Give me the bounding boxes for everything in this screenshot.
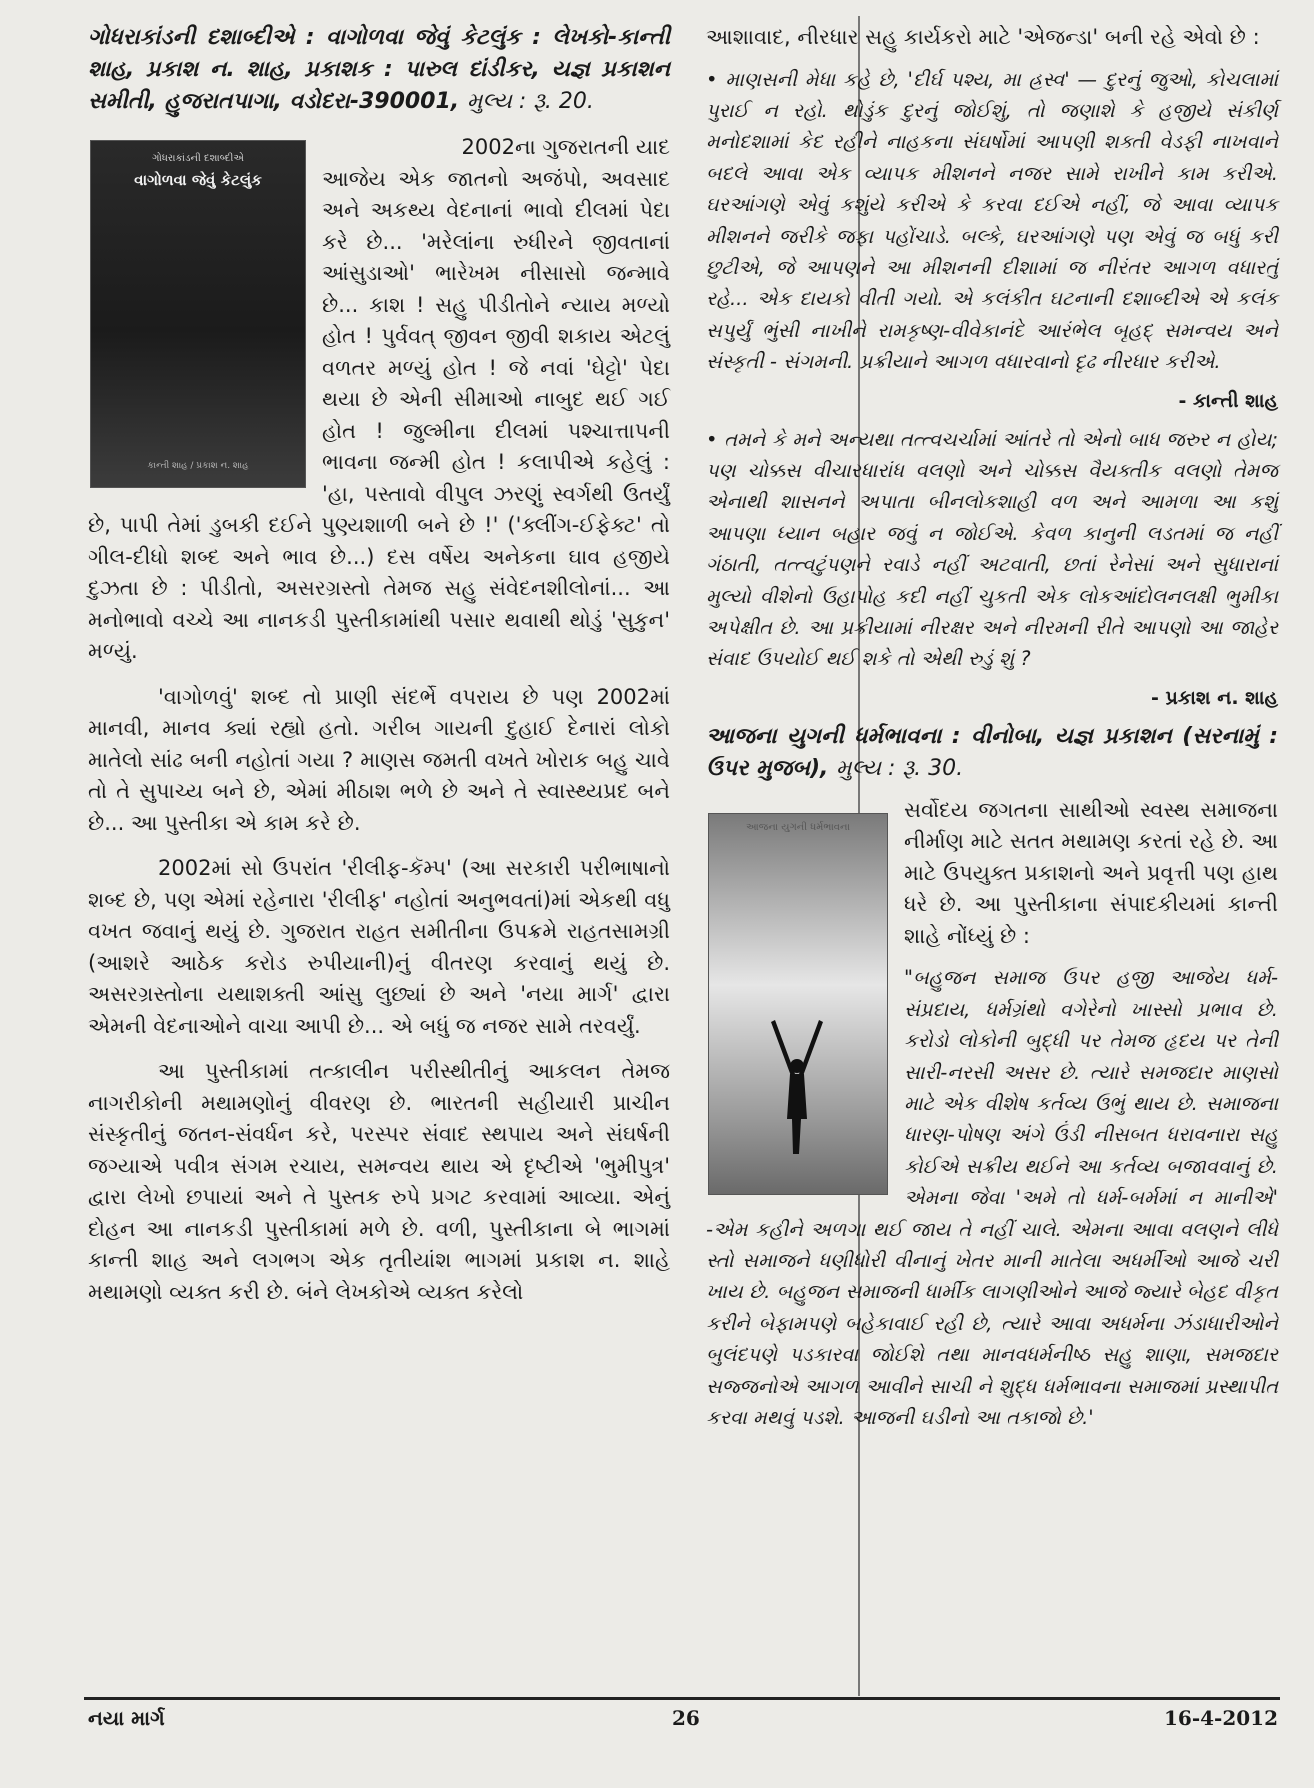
- page-number: 26: [672, 1706, 700, 1730]
- quote-prakash-shah: • તમને કે મને અન્યથા તત્ત્વચર્ચામાં આંતરે તો એનો બાધ જરુર ન હોય; પણ ચોક્કસ વીચારધારાંધ વલણો અને ચોક્કસ વૈયક્તીક વલણો તેમજ એનાથી શાસનને અપાતા બીનલોકશાહી વળ અને આમળા આ કશું આપણા ધ્યાન બહાર જવું ન જોઈએ. કેવળ કાનુની લડતમાં જ નહીં ગંઠાતી, તત્ત્વટુંપણને રવાડે નહીં અટવાતી, છતાં રેનેસાં અને સુધારાનાં મુલ્યો વીશેનો ઉહાપોહ કદી નહીં ચુકતી એક લોકઆંદોલનલક્ષી ભુમીકા અપેક્ષીત છે. આ પ્રક્રીયામાં નીરક્ષર અને નીરમની રીતે આપણો આ જાહેર સંવાદ ઉપયોઈ થઈ શકે તો એથી રુડું શું ?: [706, 427, 1278, 671]
- page-footer: [88, 1706, 1278, 1736]
- left-column: [88, 22, 670, 1308]
- right-column: [706, 22, 1278, 1433]
- raised-arms-figure-icon: [757, 1014, 837, 1164]
- issue-date: 16-4-2012: [1163, 1706, 1278, 1730]
- book-cover-1-title: વાગોળવા જેવું કેટલુંક: [134, 171, 262, 189]
- review-2: [706, 795, 1278, 1434]
- book-heading-1: [88, 22, 670, 118]
- signature-kanti-shah: - કાન્તી શાહ: [1178, 389, 1278, 412]
- review-2-quote: "બહુજન સમાજ ઉપર હજી આજેય ધર્મ-સંપ્રદાય, ધર્મગ્રંથો વગેરેનો ખાસ્સો પ્રભાવ છે. કરોડો લોકોની બુદ્ધી પર તેમજ હૃદય પર તેની સારી-નરસી અસર છે. ત્યારે સમજદાર માણસો માટે એક વીશેષ કર્તવ્ય ઉભું થાય છે. સમાજના ધારણ-પોષણ અંગે ઉંડી નીસબત ધરાવનારા સહુ કોઈએ સક્રીય થઈને આ કર્તવ્ય બજાવવાનું છે. એમના જેવા 'અમે તો ધર્મ-બર્મમાં ન માનીએ' -એમ કહીને અળગા થઈ જાય તે નહીં ચાલે. એમના આવા વલણને લીધે સ્તો સમાજને ધણીધોરી વીનાનું ખેતર માની માતેલા અધર્મીઓ આજે ચરી ખાય છે. બહુજન સમાજની ધાર્મીક લાગણીઓને આજે જ્યારે બેહદ વીકૃત કરીને બેફામપણે બહેકાવાઈ રહી છે, ત્યારે આવા અધર્મના ઝંડાધારીઓને બુલંદપણે પડકારવા જોઈશે તથા માનવધર્મનીષ્ઠ સહુ શાણા, સમજદાર સજ્જનોએ આગળ આવીને સાચી ને શુદ્ધ ધર્મભાવના સમાજમાં પ્રસ્થાપીત કરવા મથવું પડશે. આજની ઘડીનો આ તકાજો છે.': [706, 966, 1278, 1429]
- book-cover-2: [708, 813, 888, 1195]
- review-1: [88, 132, 670, 1308]
- review-1-para-3: 2002માં સો ઉપરાંત 'રીલીફ-કૅમ્પ' (આ સરકારી પરીભાષાનો શબ્દ છે, પણ એમાં રહેનારા 'રીલીફ' નહોતાં અનુભવતાં)માં એકથી વધુ વખત જવાનું થયું છે. ગુજરાત રાહત સમીતીના ઉપક્રમે રાહતસામગ્રી (આશરે આઠેક કરોડ રુપીયાની)નું વીતરણ કરવાનું થયું છે. અસરગ્રસ્તોના યથાશક્તી આંસુ લુછ્યાં છે અને 'નયા માર્ગ' દ્વારા એમની વેદનાઓને વાચા આપી છે... એ બધું જ નજર સામે તરવર્યું.: [88, 856, 670, 1038]
- book-heading-2-price: મુલ્ય : રૂ. 30.: [836, 755, 964, 781]
- review-1-continuation: આશાવાદ, નીરધાર સહુ કાર્યકરો માટે 'એજન્ડા' બની રહે એવો છે :: [706, 25, 1260, 49]
- quote-kanti-shah: • માણસની મેધા કહે છે, 'દીર્ઘ પશ્ય, મા હ્રસ્વ' — દુરનું જુઓ, કોચલામાં પુરાઈ ન રહો. થોડુંક દુરનું જોઈશું, તો જણાશે કે હજીયે સંકીર્ણ મનોદશામાં કેદ રહીને નાહકના સંઘર્ષોમાં આપણી શક્તી વેડફી નાખવાને બદલે આવા એક વ્યાપક મીશનને નજર સામે રાખીને કામ કરીએ. ઘરઆંગણે એવું કશુંયે કરીએ કે કરવા દઈએ નહીં, જે આવા વ્યાપક મીશનને જરીકે જફા પહોંચાડે. બલ્કે, ઘરઆંગણે પણ એવું જ બધું કરી છુટીએ, જે આપણને આ મીશનની દીશામાં જ નીરંતર આગળ વધારતું રહે... એક દાયકો વીતી ગયો. એ કલંકીત ઘટનાની દશાબ્દીએ એ કલંક સપુર્યું ભુંસી નાખીને રામકૃષ્ણ-વીવેકાનંદે આરંભેલ બૃહદ્ સમન્વય અને સંસ્કૃતી - સંગમની. પ્રક્રીયાને આગળ વધારવાનો દૃઢ નીરધાર કરીએ.: [706, 67, 1278, 374]
- review-2-para-1: સર્વોદય જગતના સાથીઓ સ્વસ્થ સમાજના નીર્માણ માટે સતત મથામણ કરતાં રહે છે. આ માટે ઉપયુક્ત પ્રકાશનો અને પ્રવૃત્તી પણ હાથ ધરે છે. આ પુસ્તીકાના સંપાદકીયમાં કાન્તી શાહે નોંધ્યું છે :: [904, 797, 1278, 948]
- review-1-para-1-text: આજેય એક જાતનો અજંપો, અવસાદ અને અકથ્ય વેદનાનાં ભાવો દીલમાં પેદા કરે છે... 'મરેલાંના રુધીરને જીવતાનાં આંસુડાઓ' ભારેખમ નીસાસો જન્માવે છે... કાશ ! સહુ પીડીતોને ન્યાય મળ્યો હોત ! પુર્વવત્ જીવન જીવી શકાય એટલું વળતર મળ્યું હોત ! જે નવાં 'ઘેટ્ટો' પેદા થયા છે એની સીમાઓ નાબુદ થઈ ગઈ હોત ! જુલ્મીના દીલમાં પશ્ચાત્તાપની ભાવના જન્મી હોત ! કલાપીએ કહેલું : 'હા, પસ્તાવો વીપુલ ઝરણું સ્વર્ગથી ઉતર્યું છે, પાપી તેમાં ડુબકી દઈને પુણ્યશાળી બને છે !' ('ક્લીંગ-ઈફેક્ટ' તો ગીલ-દીધો શબ્દ અને ભાવ છે...) દસ વર્ષેય અનેકના ઘાવ હજીયે દુઝતા છે : પીડીતો, અસરગ્રસ્તો તેમજ સહુ સંવેદનશીલોનાં... આ મનોભાવો વચ્ચે આ નાનકડી પુસ્તીકામાંથી પસાર થવાથી થોડું 'સુકુન' મળ્યું.: [88, 166, 670, 663]
- review-1-para-4: આ પુસ્તીકામાં તત્કાલીન પરીસ્થીતીનું આકલન તેમજ નાગરીકોની મથામણોનું વીવરણ છે. ભારતની સહીયારી પ્રાચીન સંસ્કૃતીનું જતન-સંવર્ધન કરે, પરસ્પર સંવાદ સ્થપાય અને સંઘર્ષની જગ્યાએ પવીત્ર સંગમ રચાય, સમન્વય થાય એ દૃષ્ટીએ 'ભુમીપુત્ર' દ્વારા લેખો છપાયાં અને તે પુસ્તક રુપે પ્રગટ કરવામાં આવ્યા. એનું દોહન આ નાનકડી પુસ્તીકામાં મળે છે. વળી, પુસ્તીકાના બે ભાગમાં કાન્તી શાહ અને લગભગ એક તૃતીયાંશ ભાગમાં પ્રકાશ ન. શાહે મથામણો વ્યક્ત કરી છે. બંને લેખકોએ વ્યક્ત કરેલો: [88, 1059, 670, 1304]
- book-heading-1-price: મુલ્ય : રૂ. 20.: [466, 89, 594, 114]
- signature-prakash-shah: - પ્રકાશ ન. શાહ: [1151, 686, 1278, 709]
- book-heading-1-lead: ગોધરાકાંડની દશાબ્દીએ : વાગોળવા જેવું કેટલુંક : લેખકો-કાન્તી શાહ, પ્રકાશ ન. શાહ, પ્રકાશક : પારુલ દાંડીકર, યજ્ઞ પ્રકાશન સમીતી, હુજરાતપાગા, વડોદરા-390001,: [88, 25, 670, 114]
- review-1-para-2: 'વાગોળવું' શબ્દ તો પ્રાણી સંદર્ભે વપરાય છે પણ 2002માં માનવી, માનવ ક્યાં રહ્યો હતો. ગરીબ ગાયની દુહાઈ દેનારાં લોકો માતેલો સાંઢ બની નહોતાં ગયા ? માણસ જમતી વખતે ખોરાક બહુ ચાવે તો તે સુપાચ્ય બને છે, એમાં મીઠાશ ભળે છે અને તે સ્વાસ્થ્યપ્રદ બને છે... આ પુસ્તીકા એ કામ કરે છે.: [88, 684, 670, 835]
- book-cover-1: [90, 140, 306, 488]
- book-heading-2-lead: આજના યુગની ધર્મભાવના : વીનોબા, યજ્ઞ પ્રકાશન (સરનામું : ઉપર મુજબ),: [706, 723, 1278, 781]
- book-cover-1-series: ગોધરાકાંડની દશાબ્દીએ: [152, 153, 244, 164]
- review-1-opening: 2002ના ગુજરાતની યાદ: [461, 135, 670, 159]
- book-cover-2-title: આજના યુગની ધર્મભાવના: [746, 821, 850, 833]
- publication-name: નયા માર્ગ: [88, 1706, 165, 1730]
- book-cover-1-authors: કાન્તી શાહ / પ્રકાશ ન. શાહ: [147, 461, 249, 471]
- footer-rule: [84, 1697, 1280, 1700]
- book-heading-2: [706, 721, 1278, 785]
